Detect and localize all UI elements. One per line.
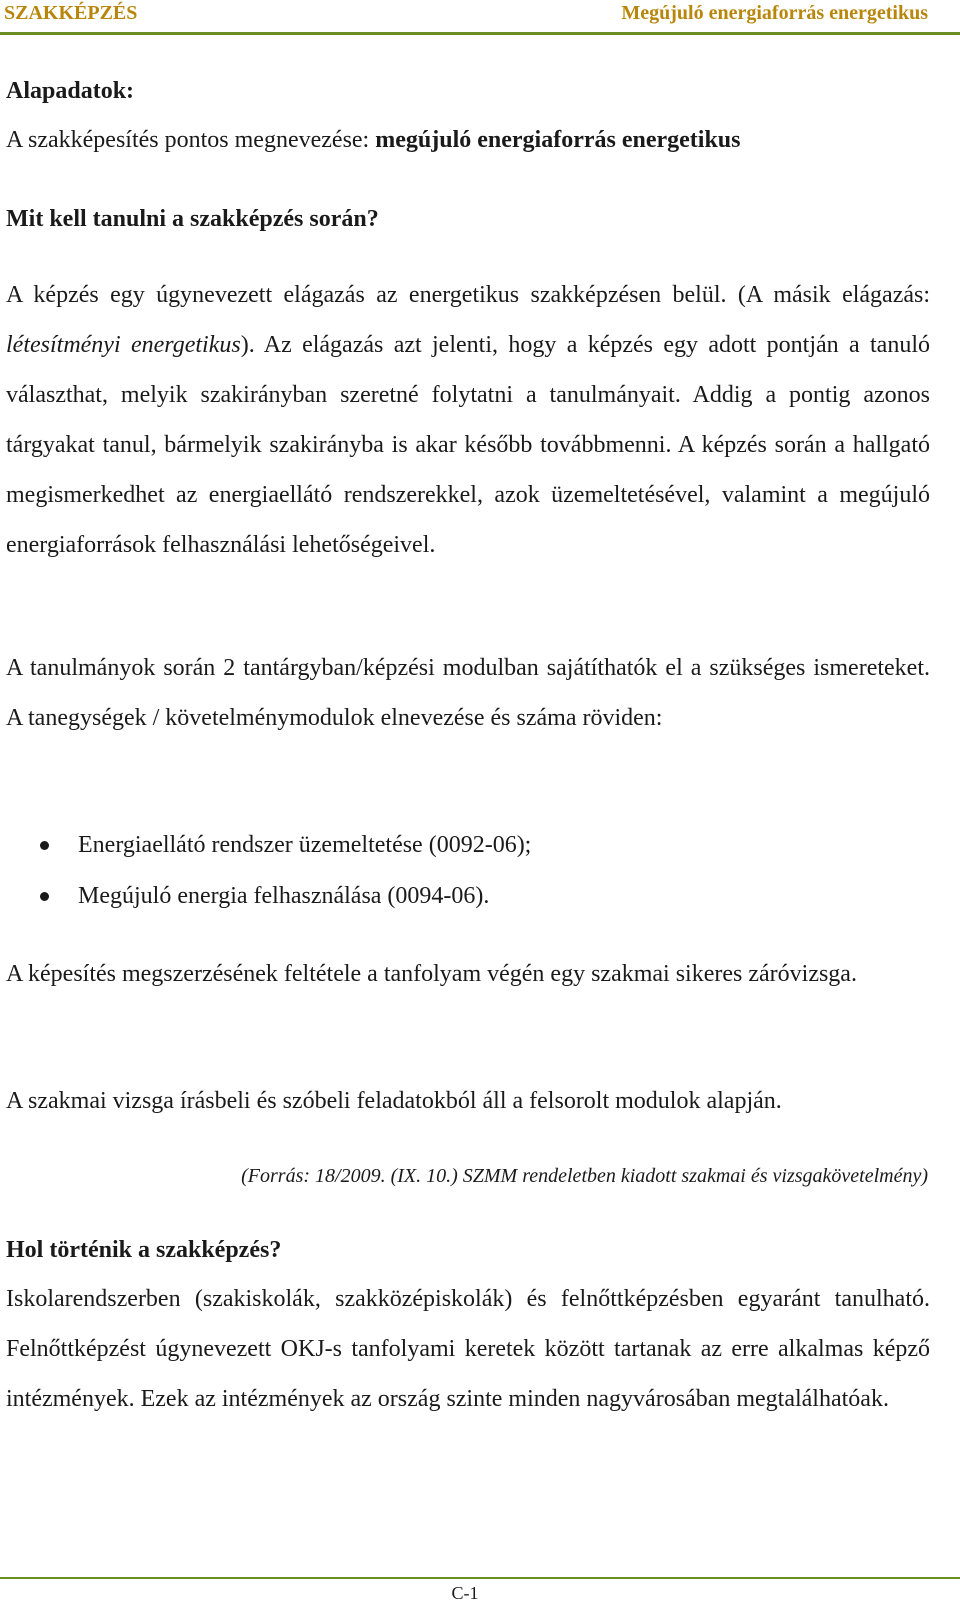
learn-paragraph-1 xyxy=(6,270,930,570)
header-left-title: SZAKKÉPZÉS xyxy=(4,2,138,24)
learn-p1-end: ). Az elágazás azt jelenti, hogy a képzés egy adott pontján a tanuló választhat, melyik szakirányban szeretné folytatni a tanulmányait. Addig a pontig azonos tárgyakat tanul, bármelyik szakirányba is akar később továbbmenni. A képzés során a hallgató megismerkedhet az energiaellátó rendszerekkel, azok üzemeltetésével, valamint a megújuló energiaforrások felhasználási lehetőségeivel. xyxy=(6,332,931,558)
bullet-icon xyxy=(40,841,49,850)
module-list-item xyxy=(0,870,930,922)
learn-paragraph-3: A képesítés megszerzésének feltétele a tanfolyam végén egy szakmai sikeres záróvizsga. xyxy=(6,961,857,987)
where-paragraph: Iskolarendszerben (szakiskolák, szakközépiskolák) és felnőttképzésben egyaránt tanulható. Felnőttképzést úgynevezett OKJ-s tanfolyami keretek között tartanak az erre alkalmas képző intézmények. Ezek az intézmények az ország szinte minden nagyvárosában megtalálhatóak. xyxy=(6,1286,930,1412)
module-list-item-text: Megújuló energia felhasználása (0094-06). xyxy=(78,883,490,909)
source-citation: (Forrás: 18/2009. (IX. 10.) SZMM rendeletben kiadott szakmai és vizsgakövetelmény) xyxy=(241,1165,928,1187)
module-list-item xyxy=(0,819,930,871)
learn-paragraph-4: A szakmai vizsga írásbeli és szóbeli feladatokból áll a felsorolt modulok alapján. xyxy=(6,1088,782,1114)
where-heading: Hol történik a szakképzés? xyxy=(6,1237,282,1263)
learn-p1-start: A képzés egy úgynevezett elágazás az energetikus szakképzésen belül. (A másik elágazás: xyxy=(6,282,930,308)
page-header xyxy=(0,0,960,30)
qualification-name-line xyxy=(6,115,930,165)
learn-paragraph-2: A tanulmányok során 2 tantárgyban/képzési modulban sajátíthatók el a szükséges ismereteket. A tanegységek / követelménymodulok elnevezése és száma röviden: xyxy=(6,655,930,731)
page-number: C-1 xyxy=(451,1583,479,1603)
module-list-item-text: Energiaellátó rendszer üzemeltetése (0092-06); xyxy=(78,832,532,858)
basic-data-heading: Alapadatok: xyxy=(6,78,135,104)
qualification-name-prefix: A szakképesítés pontos megnevezése: xyxy=(6,127,376,153)
header-divider xyxy=(0,32,960,35)
bullet-icon xyxy=(40,892,49,901)
qualification-name-value: megújuló energiaforrás energetikus xyxy=(375,127,741,153)
learn-heading: Mit kell tanulni a szakképzés során? xyxy=(6,206,379,232)
header-right-title: Megújuló energiaforrás energetikus xyxy=(621,2,928,24)
learn-p1-italic: létesítményi energetikus xyxy=(6,332,241,358)
